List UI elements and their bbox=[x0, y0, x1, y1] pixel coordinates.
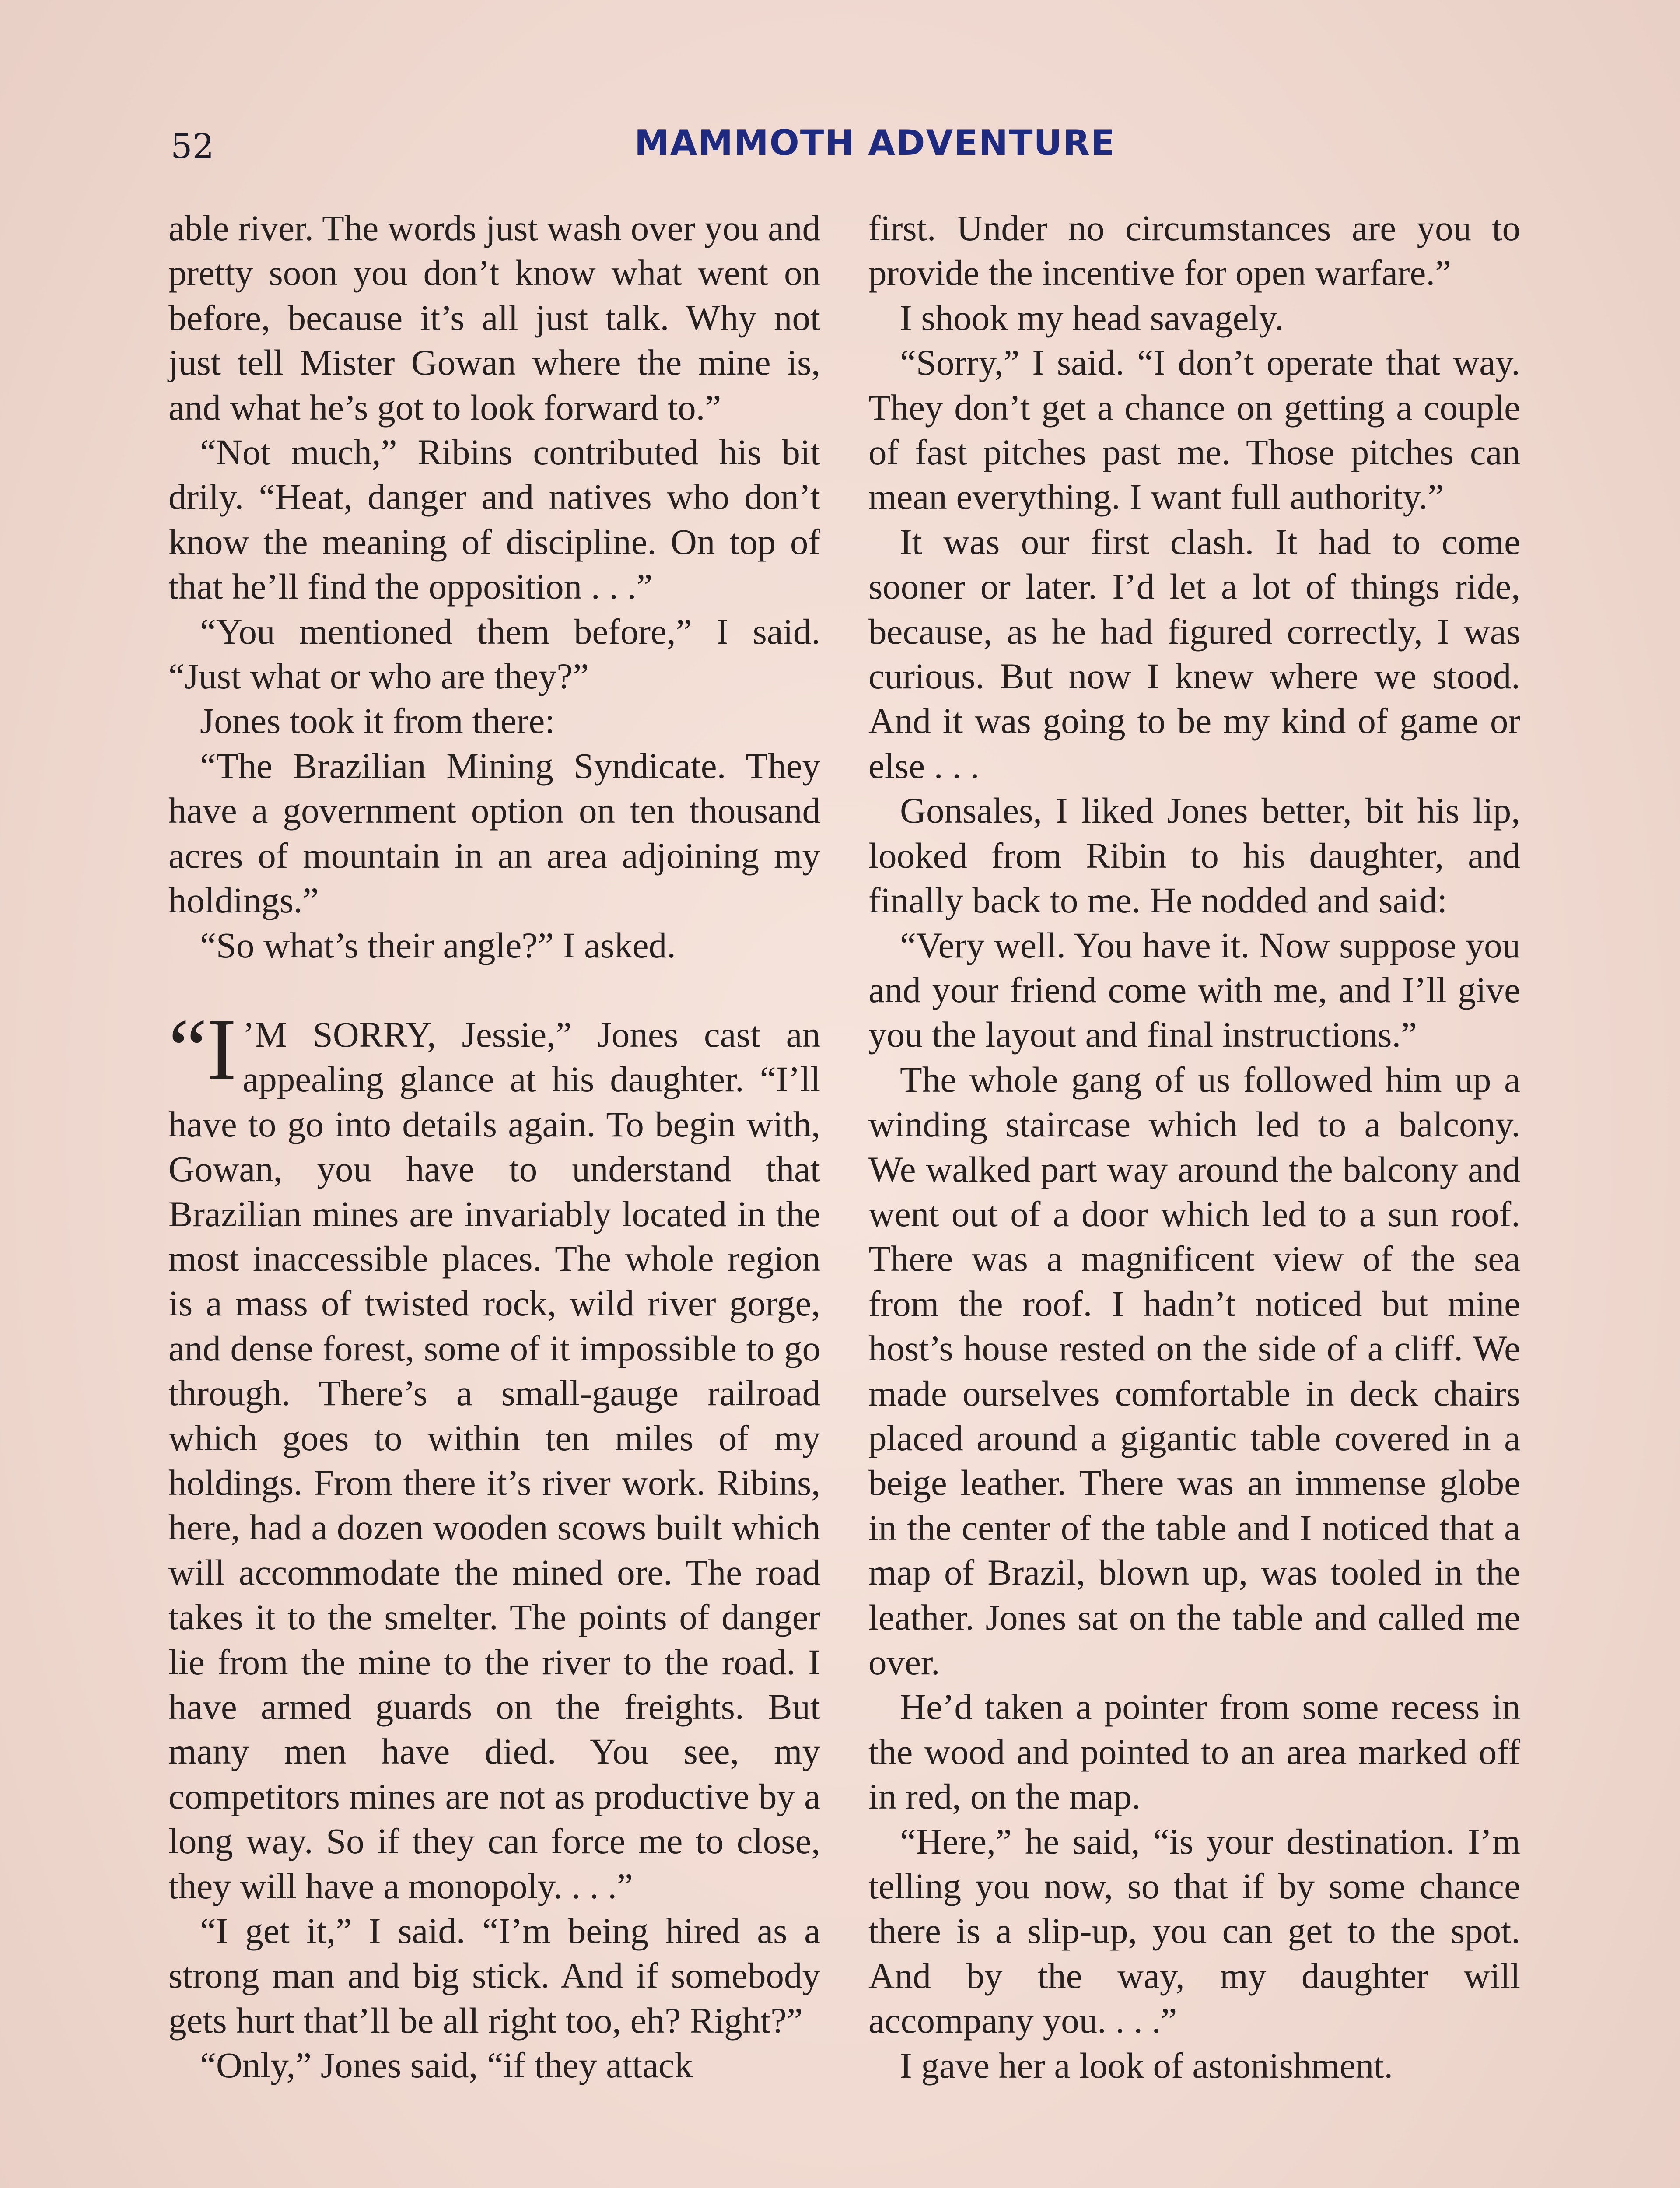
paragraph: “Sorry,” I said. “I don’t operate that way. They don’t get a chance on getting a couple of fast pitches past me. Those pitches can mean everything. I want full authority.” bbox=[868, 342, 1520, 517]
page-number: 52 bbox=[171, 127, 214, 166]
paragraph: “You mentioned them before,” I said. “Just what or who are they?” bbox=[168, 611, 820, 697]
paragraph: The whole gang of us followed him up a winding staircase which led to a balcony. We walked part way around the balcony and went out of a door which led to a sun roof. There was a magnificent view of the sea from the roof. I hadn’t noticed but mine host’s house rested on the side of a cliff. We made ourselves comfortable in deck chairs placed around a gigantic table covered in a beige leather. There was an immense globe in the center of the table and I noticed that a map of Brazil, blown up, was tooled in the leather. Jones sat on the table and called me over. bbox=[868, 1059, 1520, 1682]
paragraph: I shook my head savagely. bbox=[900, 297, 1284, 338]
paragraph: It was our first clash. It had to come sooner or later. I’d let a lot of things ride, because, as he had figured correctly, I was curious. But now I knew where we stood. And it was going to be my kind of game or else . . . bbox=[868, 521, 1520, 786]
paragraph: “Here,” he said, “is your destination. I’m telling you now, so that if by some chance there is a slip-up, you can get to the spot. And by the way, my daughter will accompany you. . . .” bbox=[868, 1821, 1520, 2041]
page-header bbox=[171, 123, 1527, 175]
paragraph: He’d taken a pointer from some recess in the wood and pointed to an area marked off in red, on the map. bbox=[868, 1687, 1520, 1817]
paragraph: “Only,” Jones said, “if they attack bbox=[200, 2045, 693, 2086]
paragraph: “Very well. You have it. Now suppose you and your friend come with me, and I’ll give you the layout and final instructions.” bbox=[868, 925, 1520, 1055]
right-column bbox=[868, 206, 1520, 2188]
paragraph: “The Brazilian Mining Syndicate. They have a government option on ten thousand acres of mountain in an area adjoining my holdings.” bbox=[168, 745, 820, 921]
paragraph: first. Under no circumstances are you to provide the incentive for open warfare.” bbox=[868, 208, 1520, 293]
paragraph: “I get it,” I said. “I’m being hired as a strong man and big stick. And if somebody gets hurt that’ll be all right too, eh? Right?” bbox=[168, 1911, 820, 2041]
section-text: ’M SORRY, Jessie,” Jones cast an appealing glance at his daughter. “I’ll have to go into details again. To begin with, Gowan, you have to understand that Brazilian mines are invariably located in the most inaccessible places. The whole region is a mass of twisted rock, wild river gorge, and dense forest, some of it impossible to go through. There’s a small-gauge railroad which goes to within ten miles of my holdings. From there it’s river work. Ribins, here, had a dozen wooden scows built which will accommodate the mined ore. The road takes it to the smelter. The points of danger lie from the mine to the river to the road. I have armed guards on the freights. But many men have died. You see, my competitors mines are not as productive by a long way. So if they can force me to close, they will have a monopoly. . . .” bbox=[168, 1014, 820, 1906]
paragraph: Gonsales, I liked Jones better, bit his lip, looked from Ribin to his daughter, and finally back to me. He nodded and said: bbox=[868, 790, 1520, 921]
left-column bbox=[168, 206, 820, 2188]
paragraph: I gave her a look of astonishment. bbox=[900, 2045, 1393, 2086]
paragraph: “Not much,” Ribins contributed his bit drily. “Heat, danger and natives who don’t know the meaning of discipline. On top of that he’ll find the opposition . . .” bbox=[168, 432, 820, 607]
paragraph: “So what’s their angle?” I asked. bbox=[200, 925, 676, 965]
paragraph: able river. The words just wash over you and pretty soon you don’t know what went on before, because it’s all just talk. Why not just tell Mister Gowan where the mine is, and what he’s got to look forward to.” bbox=[168, 208, 820, 428]
section-paragraph bbox=[168, 1001, 820, 1908]
magazine-title: MAMMOTH ADVENTURE bbox=[634, 123, 1116, 163]
paragraph: Jones took it from there: bbox=[200, 701, 555, 741]
drop-cap: “I bbox=[168, 1001, 237, 1098]
text-columns bbox=[168, 206, 1520, 2188]
